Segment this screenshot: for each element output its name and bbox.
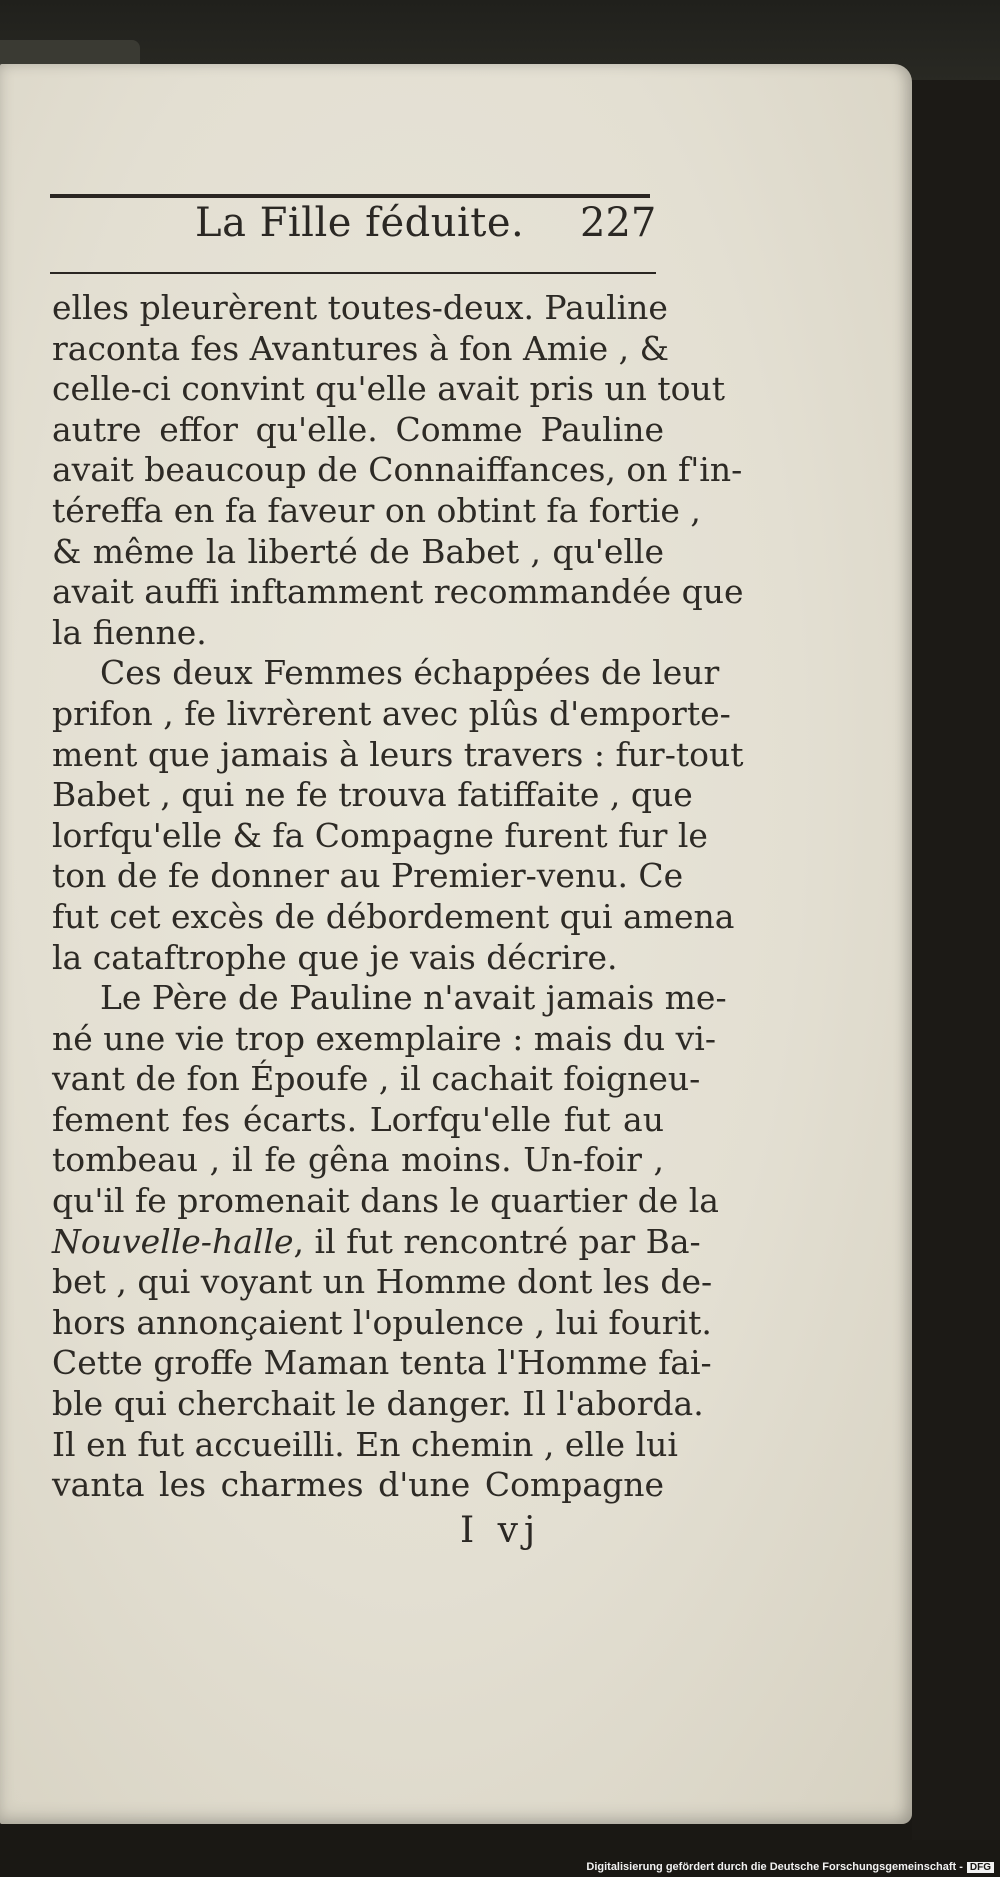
body-text: [52, 288, 744, 1506]
text-line: fement fes écarts. Lorfqu'elle fut au: [52, 1099, 664, 1139]
footer-credit: Digitalisierung gefördert durch die Deutsche Forschungsgemeinschaft -: [586, 1861, 963, 1873]
text-line: raconta fes Avantures à fon Amie , &: [52, 328, 669, 368]
text-line: Babet , qui ne fe trouva fatiffaite , que: [52, 775, 693, 815]
text-line: autre effor qu'elle. Comme Pauline: [52, 409, 664, 449]
text-line: ton de fe donner au Premier-venu. Ce: [52, 856, 684, 896]
text-line: fut cet excès de débordement qui amena: [52, 896, 735, 936]
text-line: né une vie trop exemplaire : mais du vi-: [52, 1018, 716, 1058]
page-number: 227: [580, 200, 657, 246]
scan-background-right: [912, 80, 1000, 1840]
header-top-rule: [50, 194, 650, 198]
signature-mark: I vj: [460, 1510, 542, 1551]
text-line: hors annonçaient l'opulence , lui fourit.: [52, 1302, 712, 1342]
text-line: & même la liberté de Babet , qu'elle: [52, 531, 664, 571]
header-bottom-rule: [50, 272, 656, 274]
text-line: celle-ci convint qu'elle avait pris un tout: [52, 369, 726, 409]
text-line: ment que jamais à leurs travers : fur-tout: [52, 734, 744, 774]
text-line: téreffa en fa faveur on obtint fa fortie ,: [52, 490, 701, 530]
text-line: Le Père de Pauline n'avait jamais me-: [100, 978, 727, 1018]
text-line: elles pleurèrent toutes-deux. Pauline: [52, 288, 668, 327]
running-title: La Fille féduite.: [195, 200, 525, 246]
text-line: la cataftrophe que je vais décrire.: [52, 937, 618, 977]
text-line: avait auffi inftamment recommandée que: [52, 572, 744, 612]
dfg-logo: DFG: [967, 1862, 994, 1873]
text-line: prifon , fe livrèrent avec plûs d'emporte-: [52, 693, 731, 733]
text-line: ble qui cherchait le danger. Il l'aborda.: [52, 1384, 704, 1424]
digitization-footer: [586, 1861, 994, 1873]
text-line: Ces deux Femmes échappées de leur: [100, 653, 720, 693]
text-line: lorfqu'elle & fa Compagne furent fur le: [52, 815, 708, 855]
text-line: tombeau , il fe gêna moins. Un-foir ,: [52, 1140, 664, 1180]
text-line: Cette groffe Maman tenta l'Homme fai-: [52, 1343, 712, 1383]
text-line: avait beaucoup de Connaiffances, on f'in-: [52, 450, 743, 490]
text-line: qu'il fe promenait dans le quartier de la: [52, 1181, 719, 1221]
text-line: vanta les charmes d'une Compagne: [52, 1465, 664, 1505]
text-line: bet , qui voyant un Homme dont les de-: [52, 1262, 713, 1302]
text-line: Il en fut accueilli. En chemin , elle lui: [52, 1424, 678, 1464]
text-line: la fienne.: [52, 612, 207, 652]
text-line: Nouvelle-halle, il fut rencontré par Ba-: [52, 1221, 701, 1261]
text-line: vant de fon Époufe , il cachait foigneu-: [52, 1059, 701, 1099]
